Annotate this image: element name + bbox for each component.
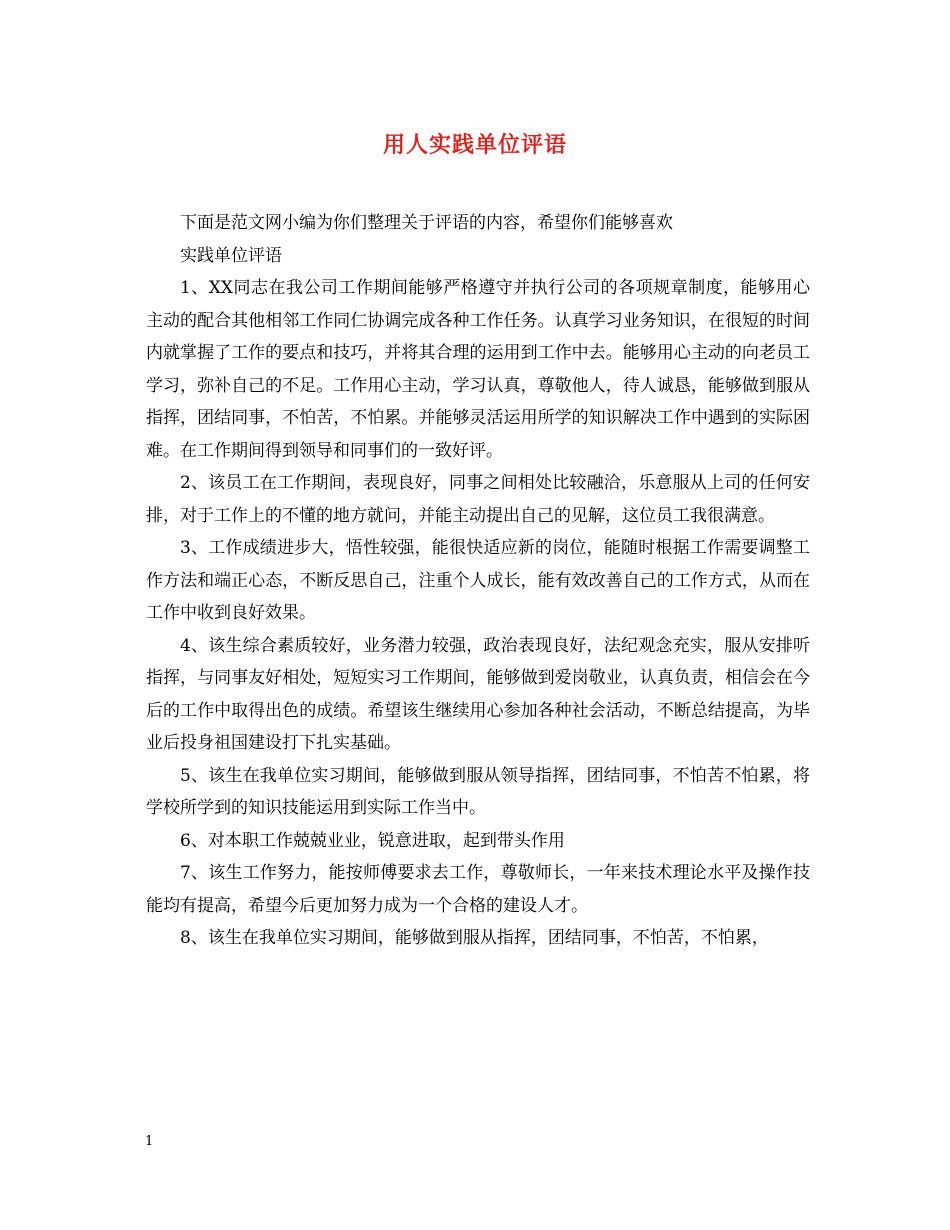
page-number: 1: [145, 1134, 154, 1149]
paragraph-item-1: 1、XX同志在我公司工作期间能够严格遵守并执行公司的各项规章制度，能够用心主动的配合其他相邻工作同仁协调完成各种工作任务。认真学习业务知识，在很短的时间内就掌握了工作的要点和技巧，并将其合理的运用到工作中去。能够用心主动的向老员工学习，弥补自己的不足。工作用心主动，学习认真，尊敬他人，待人诚恳，能够做到服从指挥，团结同事，不怕苦，不怕累。并能够灵活运用所学的知识解决工作中遇到的实际困难。在工作期间得到领导和同事们的一致好评。: [146, 278, 810, 461]
paragraph-intro: 下面是范文网小编为你们整理关于评语的内容，希望你们能够喜欢: [180, 213, 673, 233]
paragraph-item-8: 8、该生在我单位实习期间，能够做到服从指挥，团结同事，不怕苦，不怕累，: [180, 928, 769, 948]
document-title: 用人实践单位评语: [382, 132, 567, 158]
paragraph-item-6: 6、对本职工作兢兢业业，锐意进取，起到带头作用: [180, 830, 565, 851]
paragraph-item-4: 4、该生综合素质较好，业务潜力较强，政治表现良好，法纪观念充实，服从安排听指挥，与同事友好相处，短短实习工作期间，能够做到爱岗敬业，认真负责，相信会在今后的工作中取得出色的成绩。希望该生继续用心参加各种社会活动，不断总结提高，为毕业后投身祖国建设打下扎实基础。: [146, 635, 810, 753]
paragraph-item-2: 2、该员工在工作期间，表现良好，同事之间相处比较融洽，乐意服从上司的任何安排，对于工作上的不懂的地方就问，并能主动提出自己的见解，这位员工我很满意。: [146, 473, 810, 526]
paragraph-item-3: 3、工作成绩进步大，悟性较强，能很快适应新的岗位，能随时根据工作需要调整工作方法和端正心态，不断反思自己，注重个人成长，能有效改善自己的工作方式，从而在工作中收到良好效果。: [146, 538, 810, 623]
paragraph-subheading: 实践单位评语: [180, 245, 282, 266]
paragraph-item-7: 7、该生工作努力，能按师傅要求去工作，尊敬师长，一年来技术理论水平及操作技能均有提高，希望今后更加努力成为一个合格的建设人才。: [146, 863, 810, 916]
paragraph-item-5: 5、该生在我单位实习期间，能够做到服从领导指挥，团结同事，不怕苦不怕累，将学校所学到的知识技能运用到实际工作当中。: [146, 765, 810, 818]
document-body: [146, 207, 810, 955]
